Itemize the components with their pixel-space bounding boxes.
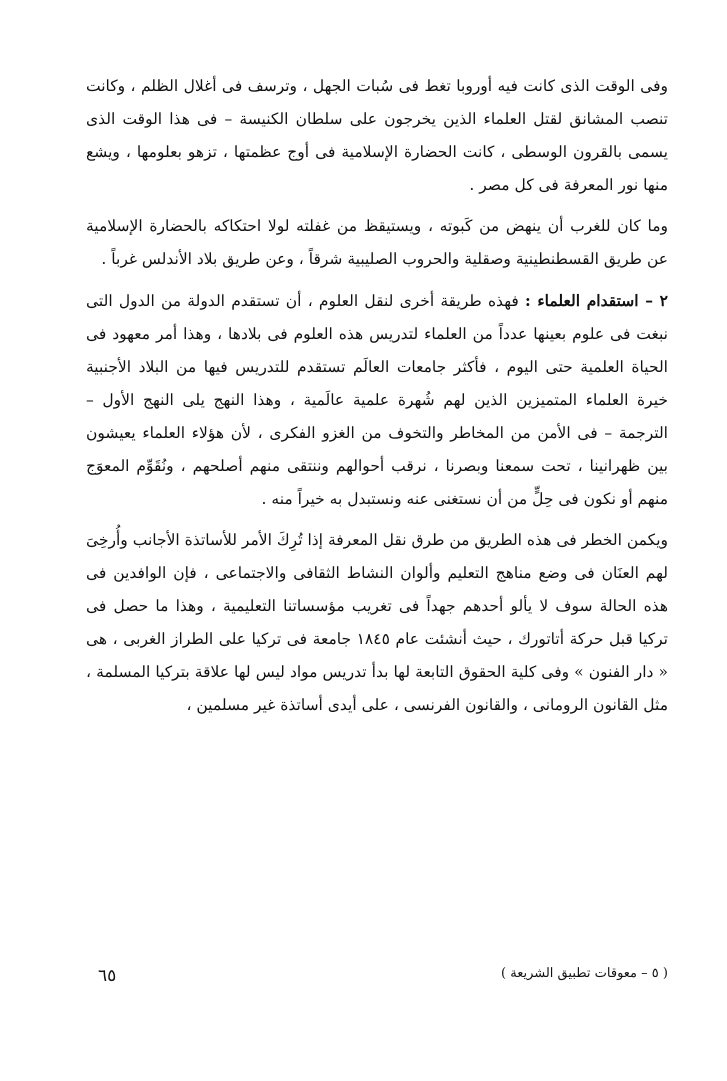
paragraph-2: وما كان للغرب أن ينهض من كَبوته ، ويستيقظ من غفلته لولا احتكاكه بالحضارة الإسلامية عن طريق القسطنطينية وصقلية والحروب الصليبية شرقاً ، وعن طريق بلاد الأندلس غرباً . xyxy=(86,217,668,268)
paragraph-3 xyxy=(86,284,668,516)
page-number: ٦٥ xyxy=(98,966,117,986)
paragraph-1: وفى الوقت الذى كانت فيه أوروبا تغط فى سُبات الجهل ، وترسف فى أغلال الظلم ، وكانت تنصب المشانق لقتل العلماء الذين يخرجون على سلطان الكنيسة – فى هذا الوقت الذى يسمى بالقرون الوسطى ، كانت الحضارة الإسلامية فى أوج عظمتها ، تزهو بعلومها ، ويشع منها نور المعرفة فى كل مصر . xyxy=(86,77,668,194)
section-text: فهذه طريقة أخرى لنقل العلوم ، أن تستقدم الدولة من الدول التى نبغت فى علوم بعينها عدداً من العلماء لتدريس هذه العلوم فى بلادها ، وهذا أمر معهود فى الحياة العلمية حتى اليوم ، فأكثر جامعات العالَم تستقدم للتدريس فيها من البلاد الأجنبية خيرة العلماء المتميزين الذين لهم شُهرة علمية عالَمية ، وهذا النهج يلى النهج الأول – الترجمة – فى الأمن من المخاطر والتخوف من الغزو الفكرى ، لأن هؤلاء العلماء يعيشون بين ظهرانينا ، تحت سمعنا وبصرنا ، نرقب أحوالهم وننتقى منهم أصلحهم ، ونُقَوِّم المعوَج منهم أو نكون فى حِلٍّ من أن نستغنى عنه ونستبدل به خيراً منه . xyxy=(86,292,668,508)
section-heading: ٢ – استقدام العلماء : xyxy=(524,291,668,310)
body-text xyxy=(86,70,668,722)
source-note: ( ٥ – معوقات تطبيق الشريعة ) xyxy=(501,966,668,981)
page-footer xyxy=(86,966,668,996)
paragraph-4: ويكمن الخطر فى هذه الطريق من طرق نقل المعرفة إذا تُرِكَ الأمر للأساتذة الأجانب وأُرخِىَ لهم العنَان فى وضع مناهج التعليم وألوان النشاط الثقافى والاجتماعى ، فإن الوافدين فى هذه الحالة سوف لا يألو أحدهم جهداً فى تغريب مؤسساتنا التعليمية ، وهذا ما حصل فى تركيا قبل حركة أتاتورك ، حيث أنشئت عام ١٨٤٥ جامعة فى تركيا على الطراز الغربى ، هى « دار الفنون » وفى كلية الحقوق التابعة لها بدأ تدريس مواد ليس لها علاقة بتركيا المسلمة ، مثل القانون الرومانى ، والقانون الفرنسى ، على أيدى أساتذة غير مسلمين ، xyxy=(86,531,668,714)
